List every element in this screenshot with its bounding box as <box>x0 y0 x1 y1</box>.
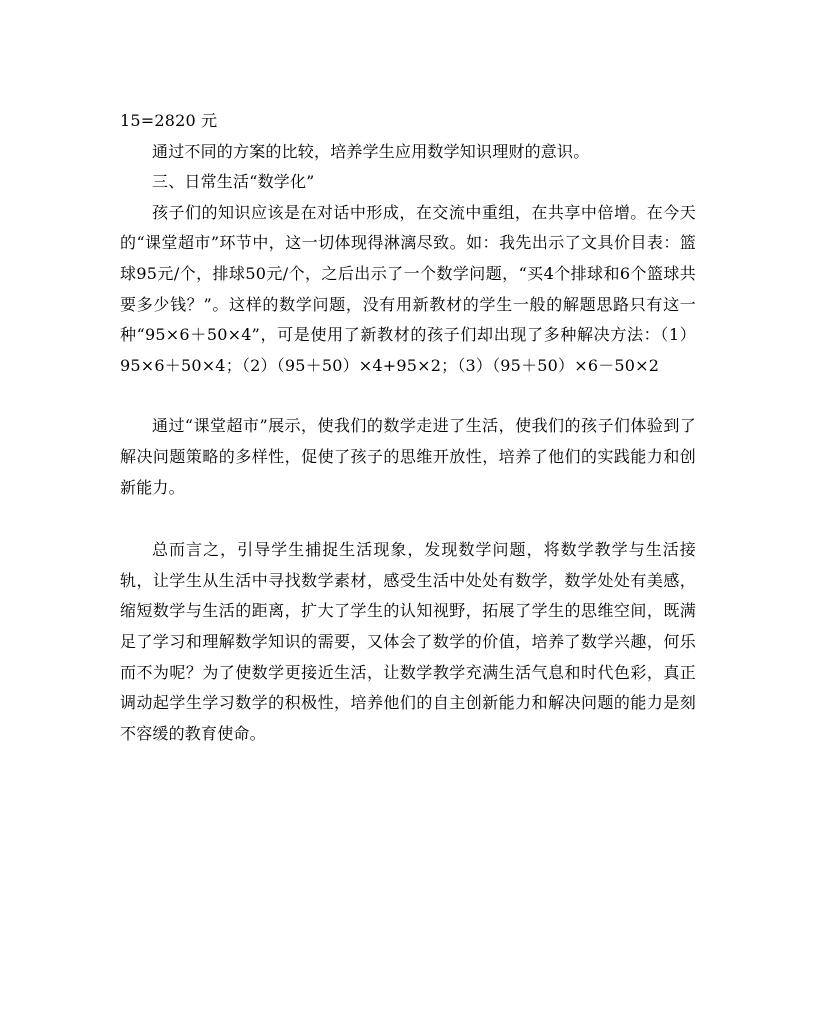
paragraph-continuation: 15=2820 元 <box>120 111 218 130</box>
document-body <box>120 106 696 749</box>
paragraph-classroom-market: 通过“课堂超市”展示，使我们的数学走进了生活，使我们的孩子们体验到了解决问题策略的多样性，促使了孩子的思维开放性，培养了他们的实践能力和创新能力。 <box>120 416 696 497</box>
paragraph-conclusion: 总而言之，引导学生捕捉生活现象，发现数学问题，将数学教学与生活接轨，让学生从生活中寻找数学素材，感受生活中处处有数学，数学处处有美感，缩短数学与生活的距离，扩大了学生的认知视野，拓展了学生的思维空间，既满足了学习和理解数学知识的需要，又体会了数学的价值，培养了数学兴趣，何乐而不为呢？为了使数学更接近生活，让数学教学充满生活气息和时代色彩，真正调动起学生学习数学的积极性，培养他们的自主创新能力和解决问题的能力是刻不容缓的教育使命。 <box>120 540 696 743</box>
section-heading: 三、日常生活“数学化” <box>152 172 315 192</box>
paragraph-dialogue: 孩子们的知识应该是在对话中形成，在交流中重组，在共享中倍增。在今天的“课堂超市”环节中，这一切体现得淋漓尽致。如：我先出示了文具价目表：篮球95元/个，排球50元/个，之后出示了一个数学问题，“买4个排球和6个篮球共要多少钱？”。这样的数学问题，没有用新教材的学生一般的解题思路只有这一种“95×6＋50×4”，可是使用了新教材的孩子们却出现了多种解决方法：（1）95×6＋50×4；（2）（95＋50）×4+95×2；（3）（95＋50）×6－50×2 <box>120 202 696 375</box>
paragraph-comparison: 通过不同的方案的比较，培养学生应用数学知识理财的意识。 <box>152 141 590 161</box>
